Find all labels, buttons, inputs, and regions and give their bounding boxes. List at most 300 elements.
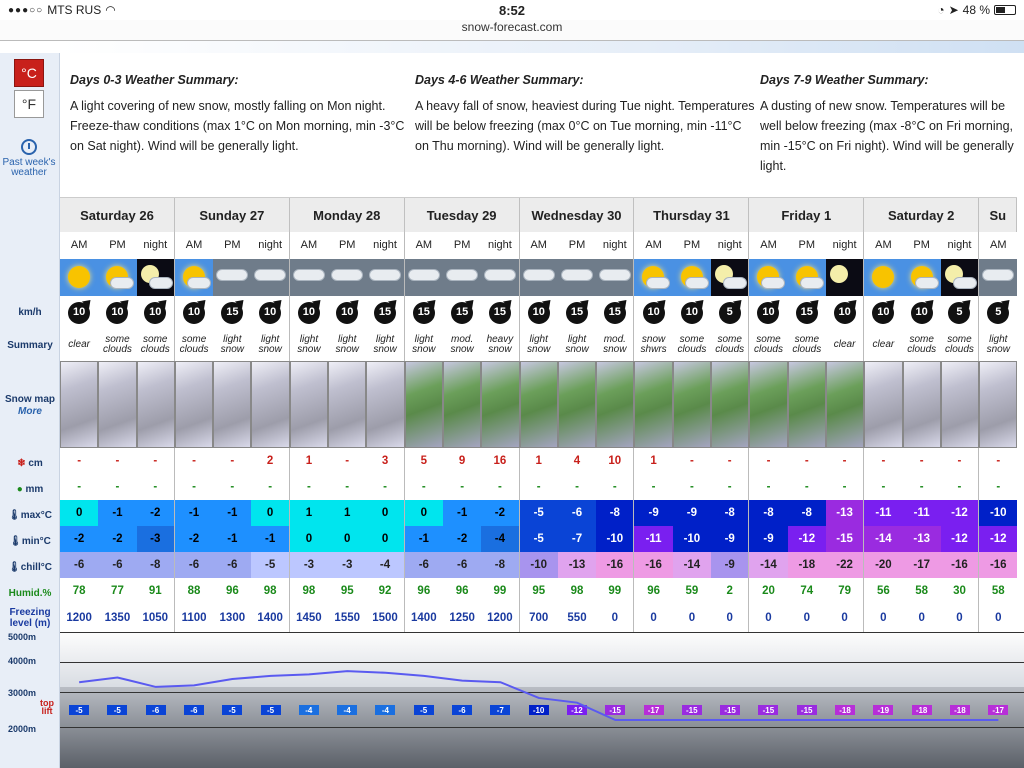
wind-speed <box>290 296 328 329</box>
humidity: 98 <box>251 578 289 604</box>
wind-chill: -3 <box>290 552 328 578</box>
snow-map[interactable] <box>405 361 443 448</box>
min-temp: -2 <box>175 526 213 552</box>
summary-block <box>415 70 755 156</box>
period-label: night <box>826 232 864 259</box>
freezing-level: 0 <box>749 604 787 632</box>
wind-chill: -6 <box>175 552 213 578</box>
snow-cm: - <box>213 448 251 474</box>
wind-chill: -16 <box>979 552 1017 578</box>
humidity: 30 <box>941 578 979 604</box>
wind-chill: -13 <box>558 552 596 578</box>
snow-map[interactable] <box>596 361 634 448</box>
min-temp: -1 <box>251 526 289 552</box>
lift-temp: -15 <box>720 705 740 715</box>
freezing-level: 0 <box>941 604 979 632</box>
snow-map[interactable] <box>443 361 481 448</box>
wind-speed <box>903 296 941 329</box>
wind-chill: -20 <box>864 552 902 578</box>
lift-temp: -4 <box>337 705 357 715</box>
wind-speed <box>520 296 558 329</box>
wind-speed <box>213 296 251 329</box>
wind-speed <box>749 296 787 329</box>
period-label: PM <box>788 232 826 259</box>
rain-mm: - <box>596 474 634 500</box>
min-temp: 0 <box>328 526 366 552</box>
snow-cm: - <box>826 448 864 474</box>
snow-cm: - <box>941 448 979 474</box>
location-icon: ➤ <box>948 3 959 17</box>
summary-text: some clouds <box>673 329 711 361</box>
period-label: night <box>481 232 519 259</box>
lift-temp: -18 <box>912 705 932 715</box>
period-label: night <box>137 232 175 259</box>
day-header[interactable]: Monday 28 <box>290 198 405 233</box>
snow-cm: 1 <box>634 448 672 474</box>
humidity-row <box>60 578 1017 604</box>
humidity: 96 <box>634 578 672 604</box>
snow-cm: - <box>749 448 787 474</box>
wind-speed <box>481 296 519 329</box>
snow-map[interactable] <box>864 361 902 448</box>
header-banner <box>60 41 1024 53</box>
label-chill: chill°C <box>20 562 52 573</box>
min-temp: -2 <box>98 526 136 552</box>
sun-icon <box>68 266 90 288</box>
min-temp: 0 <box>366 526 404 552</box>
carrier: MTS RUS <box>47 3 102 17</box>
period-label: night <box>251 232 289 259</box>
wind-chill: -17 <box>903 552 941 578</box>
period-label: night <box>941 232 979 259</box>
weather-icon <box>137 259 175 296</box>
wind-speed <box>864 296 902 329</box>
snow-map[interactable] <box>520 361 558 448</box>
summary-text: mod. snow <box>596 329 634 361</box>
snow-cm: 5 <box>405 448 443 474</box>
min-temp: -2 <box>60 526 98 552</box>
cloud-icon <box>599 269 631 281</box>
day-header[interactable]: Sunday 27 <box>175 198 290 233</box>
max-temp: -8 <box>596 500 634 526</box>
weather-icon <box>979 259 1017 296</box>
fahrenheit-button[interactable]: °F <box>14 90 44 118</box>
rain-mm: - <box>290 474 328 500</box>
humidity: 58 <box>903 578 941 604</box>
snow-cm: - <box>864 448 902 474</box>
snow-map[interactable] <box>558 361 596 448</box>
period-label: PM <box>328 232 366 259</box>
wind-arrow-icon: 15 <box>489 302 511 324</box>
freezing-level: 1250 <box>443 604 481 632</box>
wind-speed <box>405 296 443 329</box>
humidity: 95 <box>328 578 366 604</box>
max-temp: -6 <box>558 500 596 526</box>
max-temp: 0 <box>251 500 289 526</box>
cloud-icon <box>484 269 516 281</box>
snow-cm: 4 <box>558 448 596 474</box>
wind-arrow-icon: 5 <box>987 302 1009 324</box>
wind-chill: -16 <box>596 552 634 578</box>
wind-speed <box>328 296 366 329</box>
rain-mm: - <box>788 474 826 500</box>
snow-cm: - <box>788 448 826 474</box>
rain-mm: - <box>520 474 558 500</box>
summary-text: light snow <box>558 329 596 361</box>
weather-icon <box>673 259 711 296</box>
freezing-level-row <box>60 604 1017 632</box>
lock-rotation-icon: ◔ <box>937 3 945 17</box>
period-label: PM <box>673 232 711 259</box>
snow-cm: - <box>711 448 749 474</box>
day-header[interactable]: Su <box>979 198 1017 233</box>
freezing-level: 1550 <box>328 604 366 632</box>
min-temp: -15 <box>826 526 864 552</box>
freezing-level: 1200 <box>60 604 98 632</box>
summary-text: light snow <box>251 329 289 361</box>
lift-temp: -10 <box>529 705 549 715</box>
rain-mm: - <box>175 474 213 500</box>
summary-text: light snow <box>213 329 251 361</box>
rain-mm: - <box>98 474 136 500</box>
snow-map[interactable] <box>328 361 366 448</box>
clock: 8:52 <box>498 2 526 18</box>
rain-mm: - <box>634 474 672 500</box>
top-lift-label: top lift <box>40 698 54 716</box>
label-snowmap: Snow map <box>4 394 55 405</box>
lift-temp: -15 <box>797 705 817 715</box>
wind-chill: -8 <box>137 552 175 578</box>
snow-map[interactable] <box>903 361 941 448</box>
cloud-icon <box>149 277 173 289</box>
wind-chill: -6 <box>60 552 98 578</box>
lift-temp: -18 <box>835 705 855 715</box>
signal-icon: ●●●○○ <box>8 4 44 16</box>
max-temp: -5 <box>520 500 558 526</box>
battery-icon <box>994 5 1016 15</box>
period-label: AM <box>634 232 672 259</box>
snow-cm: - <box>328 448 366 474</box>
min-temp: -12 <box>941 526 979 552</box>
humidity: 88 <box>175 578 213 604</box>
freezing-level: 550 <box>558 604 596 632</box>
label-humid: Humid.% <box>8 588 52 599</box>
summary-text: clear <box>826 329 864 361</box>
freezing-level: 1050 <box>137 604 175 632</box>
humidity: 58 <box>979 578 1017 604</box>
wind-speed <box>251 296 289 329</box>
weather-icon <box>405 259 443 296</box>
snow-map[interactable] <box>481 361 519 448</box>
cloud-icon <box>953 277 977 289</box>
weather-summaries <box>60 53 1024 197</box>
weather-icon <box>60 259 98 296</box>
lift-temp: -4 <box>375 705 395 715</box>
wind-speed <box>175 296 213 329</box>
snow-map[interactable] <box>60 361 98 448</box>
humidity: 20 <box>749 578 787 604</box>
wind-arrow-icon: 10 <box>757 302 779 324</box>
wind-arrow-icon: 5 <box>719 302 741 324</box>
period-label: AM <box>520 232 558 259</box>
lift-temp: -18 <box>950 705 970 715</box>
altitude-label: 2000m <box>8 724 37 734</box>
wind-arrow-icon: 5 <box>948 302 970 324</box>
cloud-icon <box>800 277 824 289</box>
min-temp: -10 <box>673 526 711 552</box>
snow-map[interactable] <box>673 361 711 448</box>
summary-title: Days 0-3 Weather Summary: <box>70 73 239 87</box>
more-link[interactable]: More <box>18 406 42 417</box>
snow-map[interactable] <box>175 361 213 448</box>
weather-icon <box>328 259 366 296</box>
max-temp: 0 <box>60 500 98 526</box>
humidity: 91 <box>137 578 175 604</box>
snow-map[interactable] <box>137 361 175 448</box>
wind-arrow-icon: 10 <box>144 302 166 324</box>
max-temp: -8 <box>749 500 787 526</box>
weather-icon <box>251 259 289 296</box>
day-header[interactable]: Thursday 31 <box>634 198 749 233</box>
period-label: night <box>711 232 749 259</box>
summary-text: light snow <box>979 329 1017 361</box>
raindrop-icon: ● <box>16 484 23 495</box>
snow-map[interactable] <box>213 361 251 448</box>
min-temp: -13 <box>903 526 941 552</box>
summary-text: A heavy fall of snow, heaviest during Tue night. Temperatures will be below freezing (max 0°C on Tue morning, min -11°C on Thu morning). Wind will be generally light. <box>415 99 755 153</box>
wind-chill: -4 <box>366 552 404 578</box>
lift-temp: -4 <box>299 705 319 715</box>
rain-mm: - <box>366 474 404 500</box>
rain-mm: - <box>137 474 175 500</box>
snow-map[interactable] <box>941 361 979 448</box>
freezing-level: 0 <box>634 604 672 632</box>
snow-cm: - <box>60 448 98 474</box>
cloud-icon <box>110 277 134 289</box>
clock-icon <box>21 139 37 155</box>
weather-icon <box>596 259 634 296</box>
wind-chill: -8 <box>481 552 519 578</box>
wind-arrow-icon: 15 <box>796 302 818 324</box>
wind-speed <box>98 296 136 329</box>
period-label: night <box>596 232 634 259</box>
snow-map[interactable] <box>251 361 289 448</box>
wind-speed <box>979 296 1017 329</box>
wind-speed <box>60 296 98 329</box>
snow-map[interactable] <box>290 361 328 448</box>
wind-speed <box>711 296 749 329</box>
summary-text: some clouds <box>903 329 941 361</box>
past-weather-link[interactable]: Past week's weather <box>0 139 58 178</box>
snow-map[interactable] <box>788 361 826 448</box>
period-label: AM <box>749 232 787 259</box>
period-label: AM <box>864 232 902 259</box>
weather-icon <box>788 259 826 296</box>
freezing-level: 1300 <box>213 604 251 632</box>
label-rain: mm <box>25 484 44 495</box>
cloud-icon <box>369 269 401 281</box>
summary-text: clear <box>864 329 902 361</box>
lift-temp: -6 <box>146 705 166 715</box>
wind-chill: -10 <box>520 552 558 578</box>
celsius-button[interactable]: °C <box>14 59 44 87</box>
wind-speed <box>788 296 826 329</box>
wifi-icon: ◠ <box>105 3 116 17</box>
wind-chill: -16 <box>941 552 979 578</box>
wind-chill: -16 <box>634 552 672 578</box>
rain-mm: - <box>826 474 864 500</box>
wind-chill: -18 <box>788 552 826 578</box>
humidity: 79 <box>826 578 864 604</box>
rain-mm: - <box>251 474 289 500</box>
summary-text: light snow <box>405 329 443 361</box>
period-label: AM <box>175 232 213 259</box>
summary-text: some clouds <box>137 329 175 361</box>
cloud-icon <box>408 269 440 281</box>
wind-speed <box>366 296 404 329</box>
humidity: 56 <box>864 578 902 604</box>
lift-temp: -6 <box>184 705 204 715</box>
lift-temp: -5 <box>414 705 434 715</box>
rain-mm: - <box>979 474 1017 500</box>
wind-speed <box>941 296 979 329</box>
snow-map[interactable] <box>979 361 1017 448</box>
rain-mm: - <box>443 474 481 500</box>
cloud-icon <box>723 277 747 289</box>
period-label: PM <box>443 232 481 259</box>
lift-temp: -7 <box>490 705 510 715</box>
max-temp: -10 <box>979 500 1017 526</box>
wind-arrow-icon: 10 <box>643 302 665 324</box>
period-label: PM <box>903 232 941 259</box>
rain-mm: - <box>941 474 979 500</box>
period-label: AM <box>60 232 98 259</box>
freezing-level: 0 <box>596 604 634 632</box>
weather-icon <box>443 259 481 296</box>
summary-text: some clouds <box>98 329 136 361</box>
humidity: 92 <box>366 578 404 604</box>
thermometer-icon: 🌡 <box>8 510 21 521</box>
freezing-level: 0 <box>788 604 826 632</box>
lift-temp: -6 <box>452 705 472 715</box>
wind-arrow-icon: 10 <box>528 302 550 324</box>
period-label: PM <box>98 232 136 259</box>
period-label-row <box>60 232 1017 259</box>
summary-text: clear <box>60 329 98 361</box>
snow-cm: 1 <box>290 448 328 474</box>
wind-arrow-icon: 15 <box>413 302 435 324</box>
lift-temp: -5 <box>69 705 89 715</box>
min-temp-row <box>60 526 1017 552</box>
freezing-level: 0 <box>903 604 941 632</box>
label-summary: Summary <box>7 340 53 351</box>
cloud-icon <box>216 269 248 281</box>
max-temp: -11 <box>864 500 902 526</box>
humidity: 74 <box>788 578 826 604</box>
label-min: min°C <box>21 536 51 547</box>
snow-cm-row <box>60 448 1017 474</box>
min-temp: -9 <box>749 526 787 552</box>
max-temp: -2 <box>481 500 519 526</box>
summary-text: some clouds <box>788 329 826 361</box>
snow-map[interactable] <box>634 361 672 448</box>
lift-temp: -5 <box>261 705 281 715</box>
wind-arrow-icon: 15 <box>374 302 396 324</box>
cloud-icon <box>646 277 670 289</box>
snow-map[interactable] <box>826 361 864 448</box>
max-temp: -11 <box>903 500 941 526</box>
freezing-level: 1400 <box>251 604 289 632</box>
freezing-level: 0 <box>711 604 749 632</box>
cloud-icon <box>561 269 593 281</box>
url-bar[interactable]: snow-forecast.com <box>0 20 1024 41</box>
wind-speed <box>634 296 672 329</box>
humidity: 59 <box>673 578 711 604</box>
wind-arrow-icon: 10 <box>298 302 320 324</box>
weather-icon <box>903 259 941 296</box>
freezing-level: 0 <box>826 604 864 632</box>
summary-text: snow shwrs <box>634 329 672 361</box>
snow-cm: 16 <box>481 448 519 474</box>
wind-arrow-icon: 15 <box>566 302 588 324</box>
wind-arrow-icon: 10 <box>911 302 933 324</box>
cloud-icon <box>761 277 785 289</box>
period-label: AM <box>405 232 443 259</box>
max-temp: -8 <box>788 500 826 526</box>
snow-map[interactable] <box>749 361 787 448</box>
max-temp: 0 <box>405 500 443 526</box>
max-temp: -9 <box>673 500 711 526</box>
weather-icon <box>98 259 136 296</box>
weather-icon-row <box>60 259 1017 296</box>
max-temp: -1 <box>443 500 481 526</box>
wind-speed-row <box>60 296 1017 329</box>
min-temp: -7 <box>558 526 596 552</box>
day-header[interactable]: Saturday 26 <box>60 198 175 233</box>
snow-cm: - <box>673 448 711 474</box>
snow-map[interactable] <box>98 361 136 448</box>
altitude-label: 4000m <box>8 656 37 666</box>
period-label: PM <box>213 232 251 259</box>
period-label: PM <box>558 232 596 259</box>
summary-text: some clouds <box>175 329 213 361</box>
humidity: 95 <box>520 578 558 604</box>
min-temp: -12 <box>788 526 826 552</box>
summary-text: some clouds <box>749 329 787 361</box>
status-bar <box>0 0 1024 20</box>
snow-map[interactable] <box>366 361 404 448</box>
day-header[interactable]: Saturday 2 <box>864 198 979 233</box>
weather-icon <box>290 259 328 296</box>
max-temp: -8 <box>711 500 749 526</box>
day-header[interactable]: Friday 1 <box>749 198 864 233</box>
rain-mm: - <box>673 474 711 500</box>
altitude-label: 3000m <box>8 688 37 698</box>
freezing-level: 1100 <box>175 604 213 632</box>
weather-icon <box>366 259 404 296</box>
lift-temp: -5 <box>222 705 242 715</box>
snow-map[interactable] <box>711 361 749 448</box>
day-header[interactable]: Tuesday 29 <box>405 198 520 233</box>
rain-mm: - <box>60 474 98 500</box>
day-header[interactable]: Wednesday 30 <box>520 198 635 233</box>
rain-mm-row <box>60 474 1017 500</box>
wind-arrow-icon: 15 <box>451 302 473 324</box>
cloud-icon <box>915 277 939 289</box>
snowflake-icon: ❄ <box>17 458 26 469</box>
weather-icon <box>826 259 864 296</box>
wind-arrow-icon: 10 <box>183 302 205 324</box>
